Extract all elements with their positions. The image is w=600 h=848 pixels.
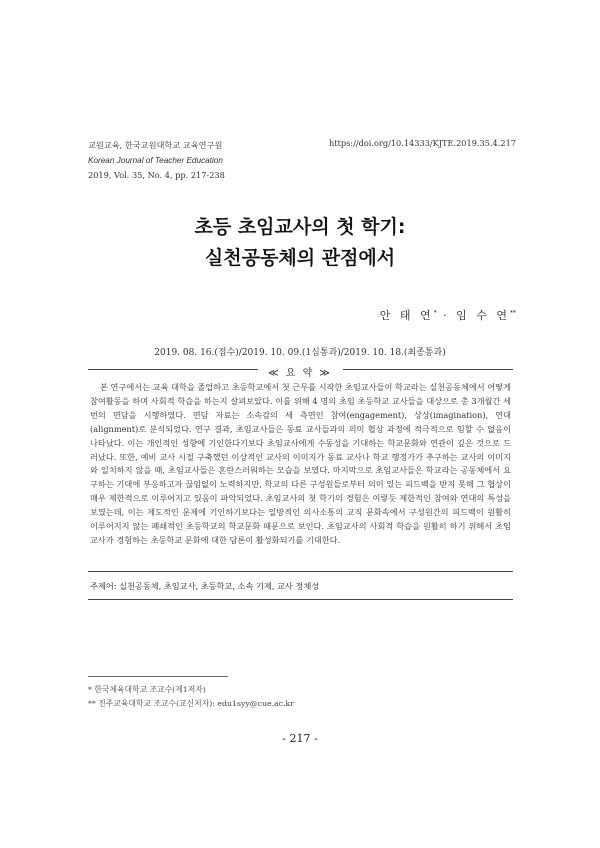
keywords-rule-bottom	[88, 599, 513, 600]
title-line-2: 실천공동체의 관점에서	[204, 247, 396, 269]
keywords-label: 주제어:	[90, 581, 117, 591]
footnote-rule	[88, 676, 228, 677]
paper-title	[0, 212, 600, 274]
title-line-1: 초등 초임교사의 첫 학기:	[194, 216, 406, 238]
authors	[380, 307, 516, 323]
keywords	[90, 581, 319, 592]
journal-name: Korean Journal of Teacher Education	[88, 156, 223, 165]
keywords-terms: 실천공동체, 초임교사, 초등학교, 소속 기제, 교사 정체성	[119, 581, 320, 591]
volume-info: 2019, Vol. 35, No. 4, pp. 217-238	[88, 170, 225, 180]
keywords-rule-top	[88, 571, 513, 572]
author-separator: ·	[436, 309, 457, 322]
journal-header	[88, 138, 225, 183]
summary-heading: ≪ 요 약 ≫	[268, 368, 332, 379]
footnote-2: ** 진주교육대학교 조교수(교신저자): edu1syy@cue.ac.kr	[88, 699, 295, 708]
institution-line: 교원교육, 한국교원대학교 교육연구원	[88, 140, 223, 150]
abstract-text: 본 연구에서는 교육 대학을 졸업하고 초등학교에서 첫 근무를 시작한 초임교사들이 학교라는 실천공동체에서 어떻게 참여활동을 하며 사회적 학습을 하는지 살펴보았다. 이를 위해 4 명의 초임 초등학교 교사들을 대상으로 총 3개월간 세 번의 면담을 시행하였다. 면담 자료는 소속감의 세 측면인 참여(engagement), 상상(imagination), 연대(alignment)로 분석되었다. 연구 결과, 초임교사들은 동료 교사들과의 의미 협상 과정에 적극적으로 임할 수 없음이 나타났다. 이는 개인적인 성향에 기인한다기보다 초임교사에게 수동성을 기대하는 학교문화와 연관이 깊은 것으로 드러났다. 또한, 예비 교사 시절 구축했던 이상적인 교사의 이미지가 동료 교사나 학교 행정가가 추구하는 교사의 이미지와 일치하지 않을 때, 초임교사들은 혼란스러워하는 모습을 보였다. 마지막으로 초임교사들은 학교라는 공동체에서 요구하는 기대에 부응하고자 끊임없이 노력하지만, 학교의 다른 구성원들로부터 의미 있는 피드백을 받지 못해 그 협상이 매우 제한적으로 이루어지고 있음이 파악되었다. 초임교사의 첫 학기의 경험은 이렇듯 제한적인 참여와 연대의 특성을 보였는데, 이는 제도적인 문제에 기인하기보다는 일방적인 의사소통의 교직 문화속에서 구성원간의 피드백이 원활히 이루어지지 않는 폐쇄적인 초등학교의 학교문화 때문으로 보인다. 초임교사의 사회적 학습을 원활히 하기 위해서 초임교사가 경험하는 초등학교 문화에 대한 담론이 활성화되기를 기대한다.	[90, 382, 511, 545]
review-dates: 2019. 08. 16.(접수)/2019. 10. 09.(1심통과)/2019. 10. 18.(최종통과)	[154, 348, 446, 358]
author-1: 안 태 연	[379, 309, 434, 322]
page-number: - 217 -	[282, 732, 318, 745]
author-2: 임 수 연	[456, 309, 510, 322]
footnote-1: * 한국체육대학교 조교수(제1저자)	[88, 685, 206, 694]
author-2-mark: **	[510, 309, 516, 317]
author-1-mark: *	[433, 309, 437, 317]
doi-link[interactable]: https://doi.org/10.14333/KJTE.2019.35.4.217	[329, 138, 516, 148]
